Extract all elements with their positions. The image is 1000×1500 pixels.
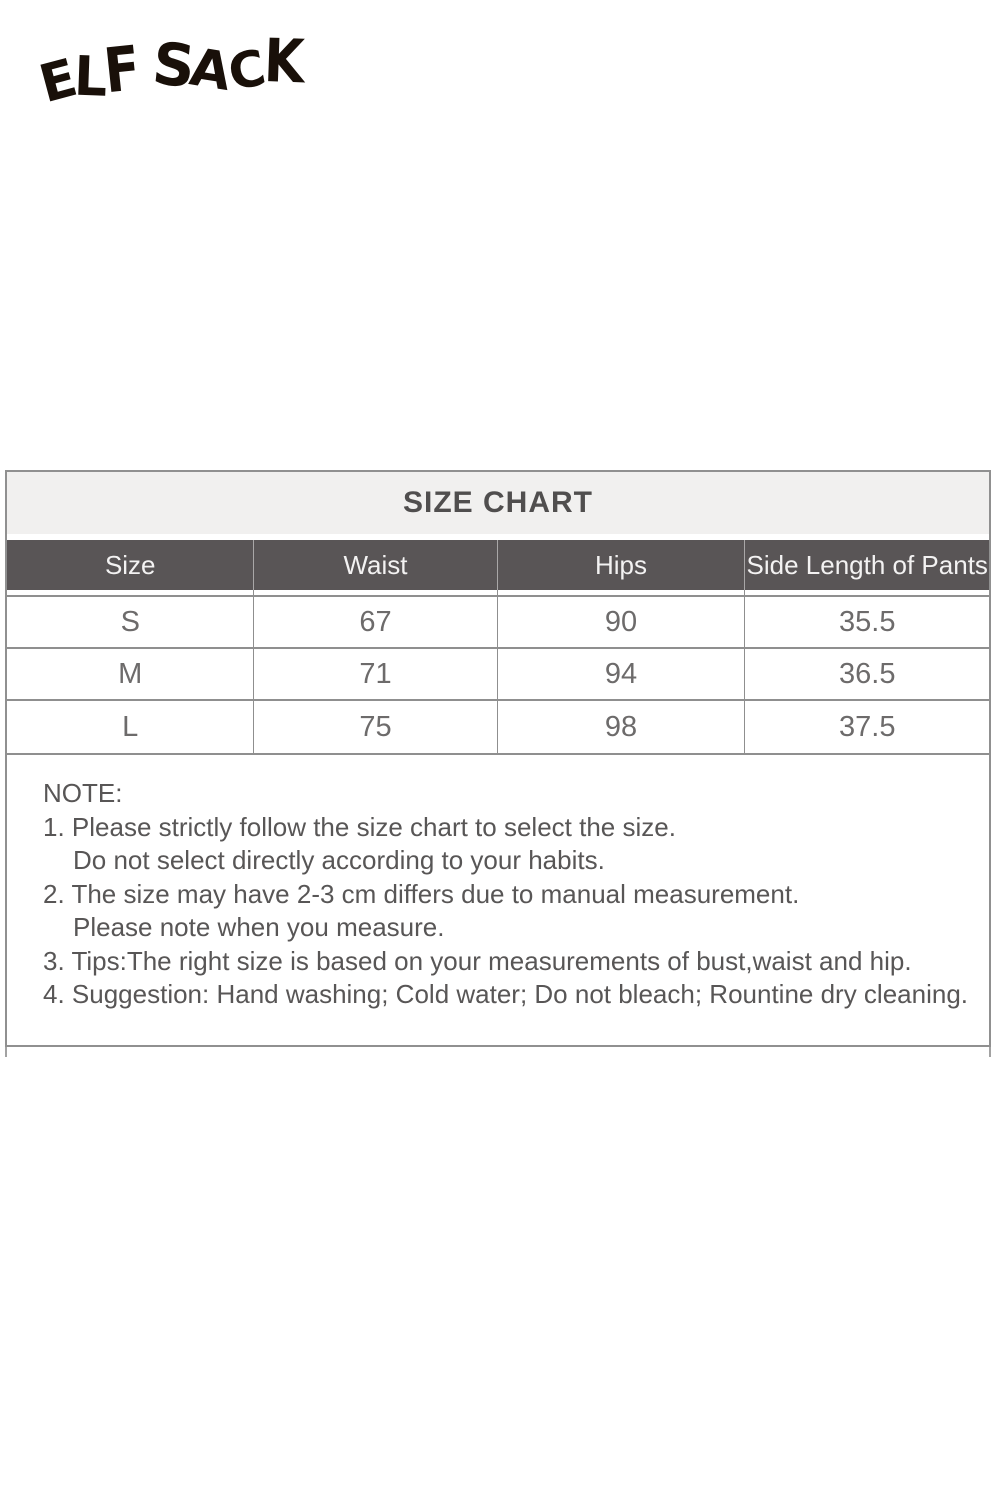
- note-line-2b: Please note when you measure.: [73, 912, 445, 942]
- cell-hips: 94: [497, 648, 745, 700]
- logo-letter: K: [262, 26, 304, 98]
- cell-length: 37.5: [745, 700, 989, 754]
- note-line-3: 3. Tips:The right size is based on your measurements of bust,waist and hip.: [43, 945, 912, 976]
- cell-size: L: [7, 700, 254, 754]
- brand-logo: [33, 26, 304, 116]
- logo-letter: A: [185, 37, 233, 103]
- cell-length: 36.5: [745, 648, 989, 700]
- table-header-row: [7, 540, 989, 590]
- logo-letter: E: [33, 48, 82, 116]
- logo-letter: L: [72, 45, 106, 110]
- table-row-m: [7, 648, 989, 700]
- logo-letter: S: [149, 30, 197, 102]
- notes-heading: NOTE:: [43, 778, 123, 808]
- note-line-1: 1. Please strictly follow the size chart to select the size.: [43, 811, 676, 842]
- notes-section: [7, 755, 989, 1012]
- column-header-length: Side Length of Pants: [745, 540, 989, 590]
- note-line-4: 4. Suggestion: Hand washing; Cold water; Do not bleach; Rountine dry cleaning.: [43, 979, 969, 1009]
- cell-waist: 67: [254, 596, 497, 648]
- table-row-l: [7, 700, 989, 754]
- cell-size: M: [7, 648, 254, 700]
- note-line-2: 2. The size may have 2-3 cm differs due to manual measurement.: [43, 878, 800, 909]
- cell-hips: 98: [497, 700, 745, 754]
- size-chart-title: SIZE CHART: [7, 472, 989, 534]
- cell-waist: 75: [254, 700, 497, 754]
- border-stub-left: [5, 1047, 7, 1057]
- column-header-waist: Waist: [254, 540, 497, 590]
- cell-length: 35.5: [745, 596, 989, 648]
- table-row-s: [7, 596, 989, 648]
- logo-letter: F: [100, 33, 142, 108]
- column-header-hips: Hips: [497, 540, 745, 590]
- logo-letter: C: [223, 39, 269, 103]
- size-chart-box: [5, 470, 991, 1047]
- border-stub-right: [989, 1047, 991, 1057]
- cell-waist: 71: [254, 648, 497, 700]
- column-header-size: Size: [7, 540, 254, 590]
- size-chart-table: [7, 540, 989, 755]
- cell-hips: 90: [497, 596, 745, 648]
- cell-size: S: [7, 596, 254, 648]
- note-line-1b: Do not select directly according to your habits.: [73, 845, 605, 875]
